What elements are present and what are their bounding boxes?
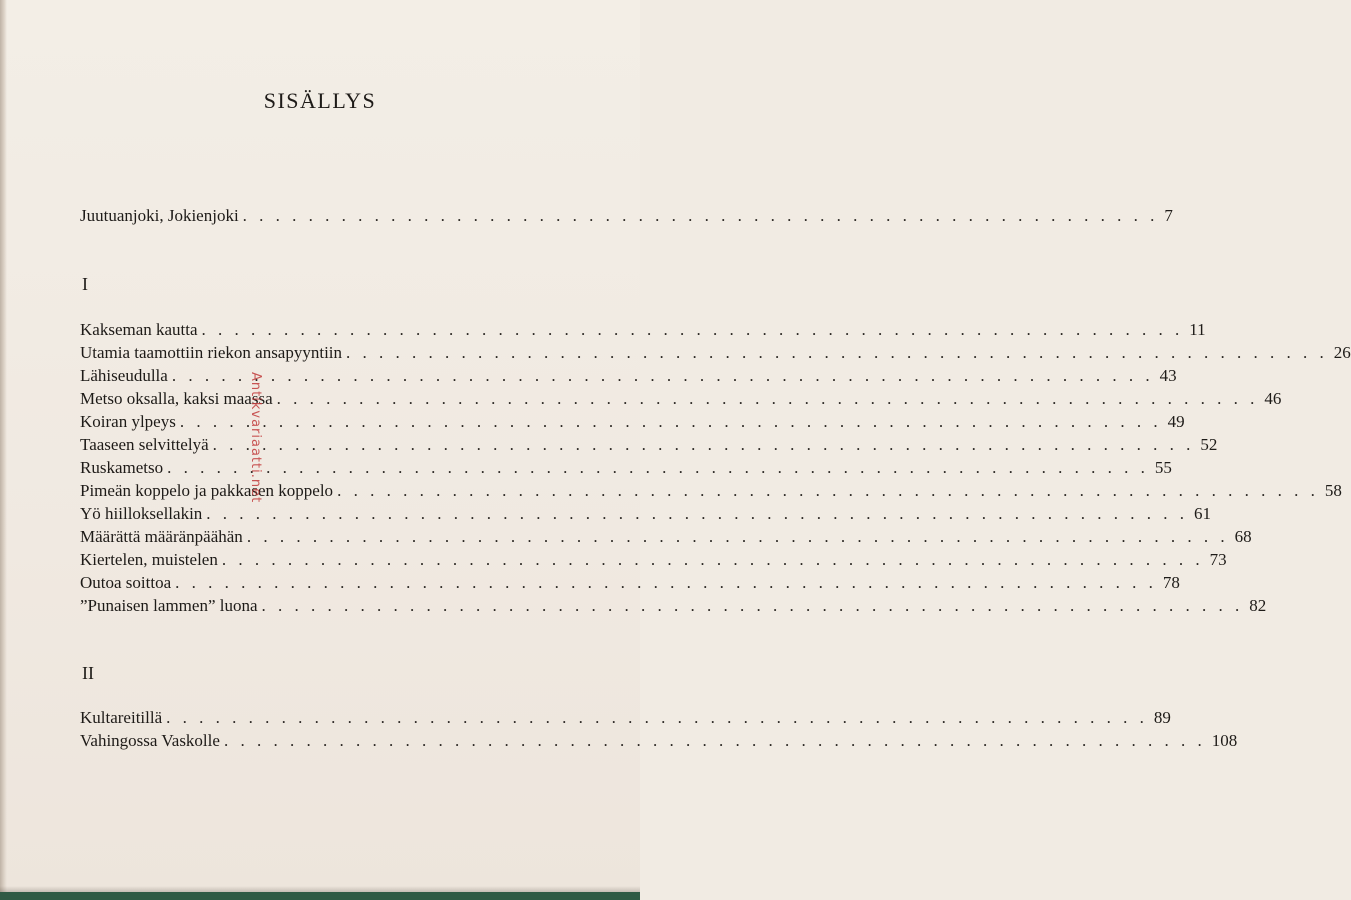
leader-dots: . . . . . . . . . . . . . . . . . . . . . . . . . . . . . . . . . . . . . . . . . . . . . . . . . . . . . . . . . . . .	[246, 527, 1229, 546]
toc-entry	[80, 479, 1342, 502]
toc-entry-label: Kakseman kautta	[80, 320, 198, 339]
leader-dots: . . . . . . . . . . . . . . . . . . . . . . . . . . . . . . . . . . . . . . . . . . . . . . . . . . . . . . . . . . . .	[276, 389, 1259, 408]
toc-entry	[80, 729, 1238, 752]
toc-entry-page: 52	[1200, 435, 1218, 454]
toc-entry	[80, 502, 1212, 525]
toc-entry	[80, 387, 1282, 410]
toc-entry	[80, 364, 1177, 387]
toc-entry-page: 78	[1162, 573, 1180, 592]
toc-entry	[80, 706, 1171, 729]
toc-entry	[80, 433, 1218, 456]
leader-dots: . . . . . . . . . . . . . . . . . . . . . . . . . . . . . . . . . . . . . . . . . . . . . . . . . . . . . . . . . . . .	[337, 481, 1319, 500]
leader-dots: . . . . . . . . . . . . . . . . . . . . . . . . . . . . . . . . . . . . . . . . . . . . . . . . . . . . . . . . . . . .	[346, 343, 1328, 362]
toc-entry-label: Koiran ylpeys	[80, 412, 176, 431]
leader-dots: . . . . . . . . . . . . . . . . . . . . . . . . . . . . . . . . . . . . . . . . . . . . . . . . . . . . . . . . . . . .	[206, 504, 1189, 523]
toc-entry-page: 73	[1209, 550, 1227, 569]
toc-entry-page: 82	[1249, 596, 1267, 615]
leader-dots: . . . . . . . . . . . . . . . . . . . . . . . . . . . . . . . . . . . . . . . . . . . . . . . . . . . . . . . . . . . .	[201, 320, 1184, 339]
leader-dots: . . . . . . . . . . . . . . . . . . . . . . . . . . . . . . . . . . . . . . . . . . . . . . . . . . . . . . . . . . . .	[171, 366, 1154, 385]
leader-dots: . . . . . . . . . . . . . . . . . . . . . . . . . . . . . . . . . . . . . . . . . . . . . . . . . . . . . . . . . . . .	[179, 412, 1162, 431]
leader-dots: . . . . . . . . . . . . . . . . . . . . . . . . . . . . . . . . . . . . . . . . . . . . . . . . . . . . . . . . . . . .	[167, 458, 1149, 477]
toc-entry	[80, 548, 1227, 571]
section-heading-1: I	[82, 274, 88, 294]
toc-entry-page: 108	[1211, 731, 1238, 750]
toc-entry-label: ”Punaisen lammen” luona	[80, 596, 258, 615]
leader-dots: . . . . . . . . . . . . . . . . . . . . . . . . . . . . . . . . . . . . . . . . . . . . . . . . . . . . . . . . . . . .	[212, 435, 1195, 454]
leader-dots: . . . . . . . . . . . . . . . . . . . . . . . . . . . . . . . . . . . . . . . . . . . . . . . . . . . . . . . . . . . .	[166, 708, 1148, 727]
toc-entry-label: Määrättä määränpäähän	[80, 527, 243, 546]
leader-dots: . . . . . . . . . . . . . . . . . . . . . . . . . . . . . . . . . . . . . . . . . . . . . . . . . . . . . . . . . . . .	[175, 573, 1157, 592]
toc-entry-page: 55	[1154, 458, 1172, 477]
watermark-text: Antikvariaatti.net	[248, 372, 263, 504]
leader-dots: . . . . . . . . . . . . . . . . . . . . . . . . . . . . . . . . . . . . . . . . . . . . . . . . . . . . . . . . . . . .	[221, 550, 1204, 569]
section-heading-2: II	[82, 663, 94, 683]
toc-entry	[80, 571, 1180, 594]
toc-entry-label: Vahingossa Vaskolle	[80, 731, 220, 750]
toc-entry-page: 68	[1234, 527, 1252, 546]
toc-entry-page: 49	[1167, 412, 1185, 431]
toc-entry-label: Ruskametso	[80, 458, 164, 477]
toc-entry-label: Utamia taamottiin riekon ansapyyntiin	[80, 343, 343, 362]
book-cover-edge	[0, 892, 640, 900]
toc-entry-label: Taaseen selvittelyä	[80, 435, 209, 454]
leader-dots: . . . . . . . . . . . . . . . . . . . . . . . . . . . . . . . . . . . . . . . . . . . . . . . . . . . . . . . . . . . .	[223, 731, 1206, 750]
toc-entry-page: 7	[1164, 206, 1173, 225]
toc-entry	[80, 594, 1267, 617]
toc-entry-page: 58	[1324, 481, 1342, 500]
toc-entry-label: Yö hiilloksellakin	[80, 504, 203, 523]
toc-entry-label: Kultareitillä	[80, 708, 163, 727]
toc-entry-label: Outoa soittoa	[80, 573, 172, 592]
toc-entry	[80, 318, 1206, 341]
toc-entry-label: Juutuanjoki, Jokienjoki	[80, 206, 239, 225]
toc-entry-page: 46	[1264, 389, 1282, 408]
toc-entry-page: 43	[1159, 366, 1177, 385]
toc-entry-page: 26	[1333, 343, 1351, 362]
toc-entry	[80, 525, 1252, 548]
toc-entry-page: 61	[1194, 504, 1212, 523]
toc-entry-label: Kiertelen, muistelen	[80, 550, 218, 569]
leader-dots: . . . . . . . . . . . . . . . . . . . . . . . . . . . . . . . . . . . . . . . . . . . . . . . . . . . . . . . . . . . .	[261, 596, 1244, 615]
page-gutter-shadow	[0, 0, 7, 900]
toc-entry-label: Pimeän koppelo ja pakkasen koppelo	[80, 481, 334, 500]
toc-entry-intro	[80, 204, 1173, 227]
page-title: SISÄLLYS	[263, 88, 377, 113]
toc-entry	[80, 410, 1185, 433]
toc-entry-label: Metso oksalla, kaksi maassa	[80, 389, 273, 408]
leader-dots: . . . . . . . . . . . . . . . . . . . . . . . . . . . . . . . . . . . . . . . . . . . . . . . . . . . . . . . .	[242, 206, 1159, 225]
toc-entry	[80, 341, 1351, 364]
toc-entry-label: Lähiseudulla	[80, 366, 168, 385]
toc-entry	[80, 456, 1172, 479]
toc-entry-page: 11	[1189, 320, 1206, 339]
toc-entry-page: 89	[1153, 708, 1171, 727]
